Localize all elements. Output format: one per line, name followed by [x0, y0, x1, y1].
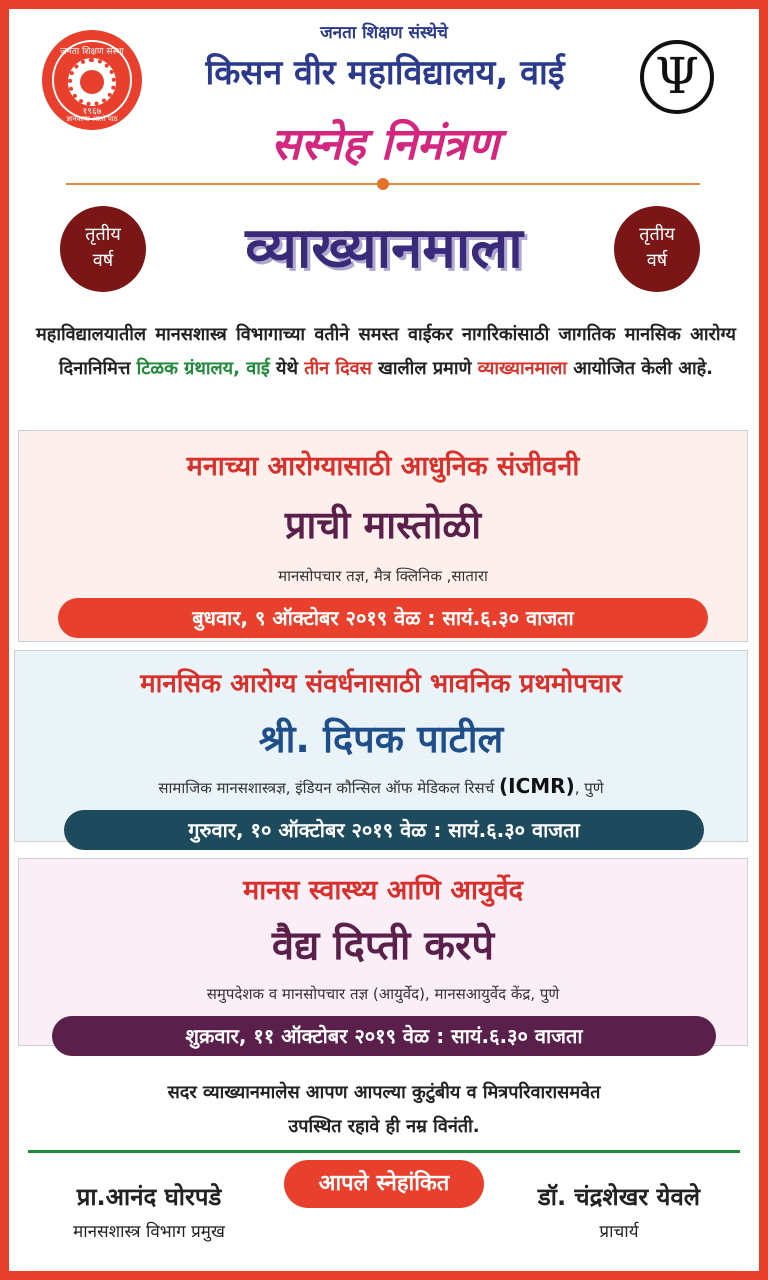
logo-top-text: जनता शिक्षण संस्था: [60, 47, 124, 57]
psi-logo-icon: Ψ: [640, 40, 714, 114]
lecture-3-schedule: शुक्रवार, ११ ऑक्टोबर २०१९ वेळ : सायं.६.३० वाजता: [52, 1016, 716, 1056]
sun-face-icon: [80, 70, 104, 94]
lecture-2-speaker: श्री. दिपक पाटील: [258, 717, 504, 761]
signatory-left-name: प्रा.आनंद घोरपडे: [76, 1183, 222, 1211]
lecture-1-schedule: बुधवार, ९ ऑक्टोबर २०१९ वेळ : सायं.६.३० वाजता: [58, 598, 708, 638]
society-logo: [42, 30, 142, 130]
society-name: जनता शिक्षण संस्थेचे: [320, 23, 448, 43]
lecture-2-role-city: , पुणे: [574, 779, 604, 797]
intro-paragraph: [36, 318, 736, 386]
intro-venue-2: वाई: [246, 358, 270, 379]
intro-text-3: खालील प्रमाणे: [371, 358, 478, 379]
intro-venue-1: टिळक ग्रंथालय,: [136, 358, 240, 379]
closing-line-2: उपस्थित रहावे ही नम्र विनंती.: [288, 1116, 480, 1137]
closing-line-1: सदर व्याख्यानमालेस आपण आपल्या कुटुंबीय व मित्रपरिवारासमवेत: [167, 1082, 601, 1103]
logo-bottom-text: ज्ञानकाया आलो पाठ: [66, 115, 118, 123]
intro-text-1: महाविद्यालयातील मानसशास्त्र विभागाच्या वतीने समस्त वाईकर नागरिकांसाठी जागतिक मानसिक आरोग्य दिनानिमित्त: [36, 324, 736, 379]
signatory-right-name: डॉ. चंद्रशेखर येवले: [537, 1183, 701, 1211]
badge-right: [614, 206, 700, 292]
college-name: किसन वीर महाविद्यालय, वाई: [205, 53, 565, 93]
lecture-3-speaker: वैद्य दिप्ती करपे: [271, 923, 495, 969]
badge-left-line2: वर्ष: [92, 250, 114, 271]
intro-series: व्याख्यानमाला: [477, 358, 567, 379]
badge-left-line1: तृतीय: [85, 224, 121, 245]
lecture-1-role: मानसोपचार तज्ञ, मैत्र क्लिनिक ,सातारा: [278, 567, 488, 585]
divider-dot: [377, 178, 389, 190]
lecture-2-schedule: गुरुवार, १० ऑक्टोबर २०१९ वेळ : सायं.६.३० वाजता: [64, 810, 704, 850]
signatory-left: [24, 1180, 274, 1242]
intro-days: तीन दिवस: [304, 358, 372, 379]
lecture-2-role-abbr: (ICMR): [499, 774, 575, 798]
footer-divider: [28, 1150, 740, 1153]
badge-right-line1: तृतीय: [639, 224, 675, 245]
signatory-right: [494, 1180, 744, 1242]
lecture-3-title: मानस स्वास्थ्य आणि आयुर्वेद: [243, 875, 523, 906]
badge-right-line2: वर्ष: [646, 250, 668, 271]
intro-text-4: आयोजित केली आहे.: [566, 358, 713, 379]
intro-text-2: येथे: [269, 358, 305, 379]
lecture-2-title: मानसिक आरोग्य संवर्धनासाठी भावनिक प्रथमोपचार: [140, 669, 622, 699]
lecture-1-title: मनाच्या आरोग्यासाठी आधुनिक संजीवनी: [186, 451, 580, 482]
logo-year-text: १९६७: [82, 107, 102, 117]
lecture-1-speaker: प्राची मास्तोळी: [284, 503, 482, 547]
signatory-right-role: प्राचार्य: [599, 1222, 639, 1242]
lecture-2-role: [14, 774, 748, 798]
regards-badge: आपले स्नेहांकित: [284, 1160, 484, 1208]
badge-left: [60, 206, 146, 292]
signatory-left-role: मानसशास्त्र विभाग प्रमुख: [73, 1222, 225, 1242]
lecture-3-role: समुपदेशक व मानसोपचार तज्ञ (आयुर्वेद), मानसआयुर्वेद केंद्र, पुणे: [206, 985, 560, 1003]
lecture-2-role-text: सामाजिक मानसशास्त्रज्ञ, इंडियन कौन्सिल ऑफ मेडिकल रिसर्च: [158, 779, 495, 797]
closing-text: [30, 1076, 738, 1144]
invitation-heading: सस्नेह निमंत्रण: [271, 119, 499, 170]
series-title: व्याख्यानमाला: [245, 216, 523, 281]
